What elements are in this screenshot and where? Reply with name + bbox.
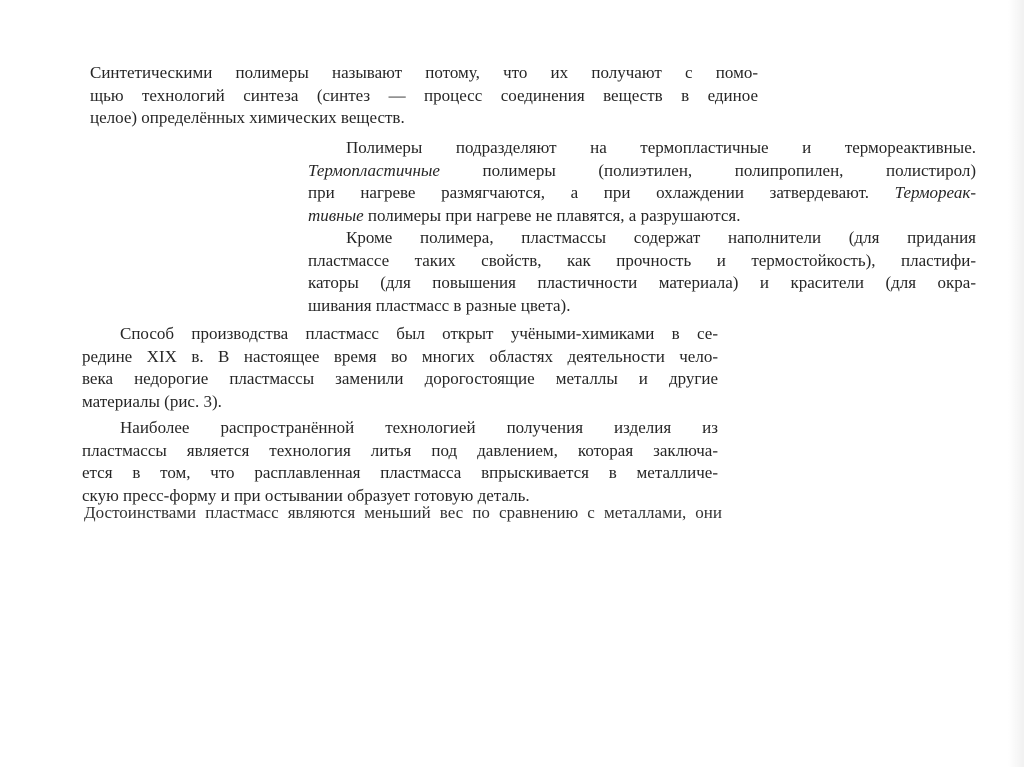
text-line: ется в том, что расплавленная пластмасса впрыскивается в металличе- [82,463,718,482]
page-edge [1008,0,1024,767]
text-line [308,160,976,183]
italic-term: тивные [308,205,364,225]
text-line: Способ производства пластмасс был открыт учёными-химиками в се- [120,324,718,343]
text-line: скую пресс-форму и при остывании образует готовую деталь. [82,485,530,505]
text-fragment-plastics-production [82,323,718,507]
text-line: Кроме полимера, пластмассы содержат наполнители (для придания [346,228,976,247]
text-line: Синтетическими полимеры называют потому, что их получают с помо- [90,63,758,82]
text-span: полимеры (полиэтилен, полипропилен, полистирол) [439,160,976,180]
text-fragment-synthetic-polymers [90,62,758,130]
text-line: Наиболее распространённой технологией получения изделия из [120,418,718,437]
text-line: щью технологий синтеза (синтез — процесс соединения веществ в единое [90,85,758,105]
text-line: шивания пластмасс в разные цвета). [308,295,571,315]
text-line: материалы (рис. 3). [82,391,222,411]
text-line: пластмассе таких свойств, как прочность и термостойкость), пластифи- [308,250,976,270]
text-line: Полимеры подразделяют на термопластичные и термореактивные. [346,138,976,157]
text-fragment-polymer-types [308,137,976,317]
truncated-text: Достоинствами пластмасс являются меньший вес по сравнению с металлами, они [84,503,722,522]
text-line [308,182,976,205]
italic-term: Термопластичные [308,160,440,180]
text-span: полимеры при нагреве не плавятся, а разрушаются. [363,205,741,225]
text-line: редине XIX в. В настоящее время во многих областях деятельности чело- [82,346,718,366]
text-span: при нагреве размягчаются, а при охлаждении затвердевают. [308,183,895,202]
text-line: каторы (для повышения пластичности материала) и красители (для окра- [308,273,976,292]
text-line: века недорогие пластмассы заменили дорогостоящие металлы и другие [82,369,718,388]
text-line [308,205,976,228]
text-line: пластмассы является технология литья под давлением, которая заключа- [82,440,718,460]
italic-term: Термореак- [894,183,976,202]
text-line: целое) определённых химических веществ. [90,108,405,127]
truncated-text-line [84,503,722,524]
